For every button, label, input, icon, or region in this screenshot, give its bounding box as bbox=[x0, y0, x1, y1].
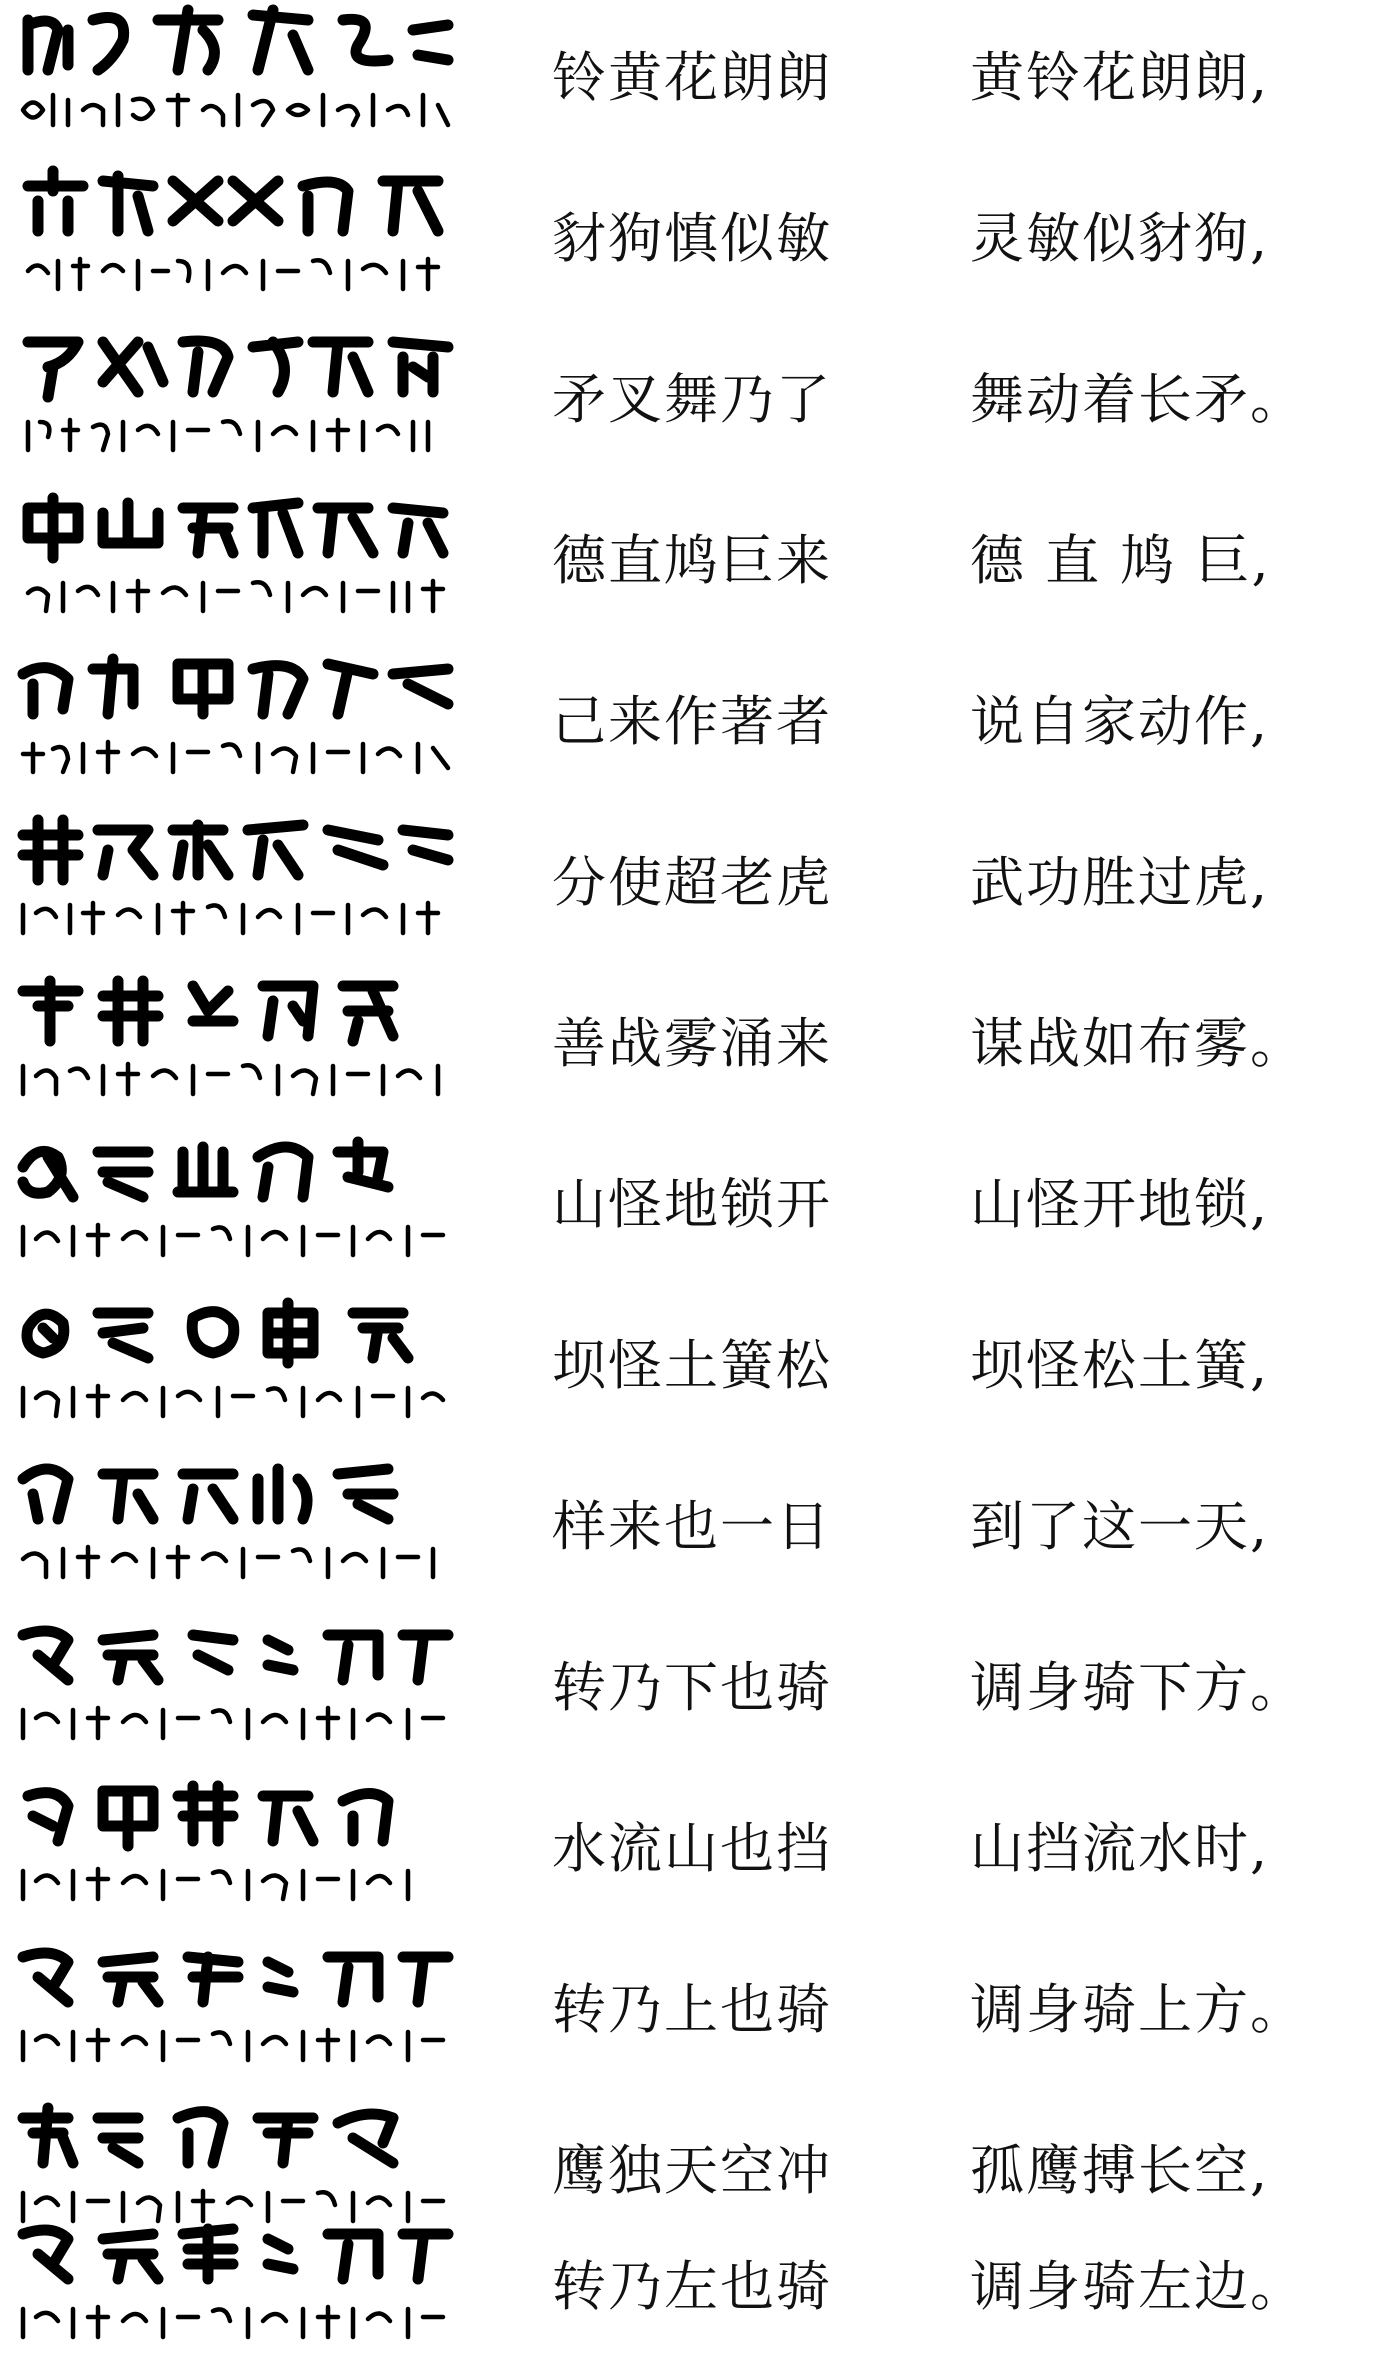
verse-row-7 bbox=[0, 966, 1392, 1126]
calligraphy-glyphs bbox=[8, 966, 458, 1122]
handwritten-script-image bbox=[8, 1288, 458, 1444]
verse-row-4 bbox=[0, 483, 1392, 643]
verse-original: 铃黄花朗朗 bbox=[552, 46, 832, 109]
calligraphy-glyphs bbox=[8, 1771, 458, 1927]
verse-row-6 bbox=[0, 805, 1392, 965]
handwritten-script-image bbox=[8, 644, 458, 800]
verse-translation: 到了这一天, bbox=[970, 1495, 1270, 1558]
verse-row-3 bbox=[0, 322, 1392, 482]
verse-original: 转乃左也骑 bbox=[552, 2255, 832, 2318]
calligraphy-glyphs bbox=[8, 1932, 458, 2088]
verse-row-12 bbox=[0, 1771, 1392, 1931]
verse-original: 善战雾涌来 bbox=[552, 1012, 832, 1075]
verse-translation: 德 直 鸠 巨, bbox=[970, 529, 1271, 592]
verse-translation: 坝怪松土簧, bbox=[970, 1334, 1270, 1397]
handwritten-script-image bbox=[8, 0, 458, 156]
handwritten-script-image bbox=[8, 161, 458, 317]
verse-row-11 bbox=[0, 1610, 1392, 1770]
verse-original: 水流山也挡 bbox=[552, 1817, 832, 1880]
handwritten-script-image bbox=[8, 805, 458, 961]
calligraphy-glyphs bbox=[8, 644, 458, 800]
handwritten-script-image bbox=[8, 966, 458, 1122]
verse-original: 山怪地锁开 bbox=[552, 1173, 832, 1236]
verse-original: 转乃上也骑 bbox=[552, 1978, 832, 2041]
calligraphy-glyphs bbox=[8, 2209, 458, 2365]
verse-row-9 bbox=[0, 1288, 1392, 1448]
verse-translation: 舞动着长矛。 bbox=[970, 368, 1306, 431]
handwritten-script-image bbox=[8, 1127, 458, 1283]
verse-row-5 bbox=[0, 644, 1392, 804]
calligraphy-glyphs bbox=[8, 1127, 458, 1283]
verse-translation: 黄铃花朗朗, bbox=[970, 46, 1270, 109]
verse-translation: 调身骑上方。 bbox=[970, 1978, 1306, 2041]
verse-original: 豺狗慎似敏 bbox=[552, 207, 832, 270]
verse-original: 矛叉舞乃了 bbox=[552, 368, 832, 431]
calligraphy-glyphs bbox=[8, 0, 458, 156]
verse-row-2 bbox=[0, 161, 1392, 321]
verse-row-10 bbox=[0, 1449, 1392, 1609]
calligraphy-glyphs bbox=[8, 483, 458, 639]
verse-original: 己来作著者 bbox=[552, 690, 832, 753]
verse-translation: 武功胜过虎, bbox=[970, 851, 1270, 914]
verse-translation: 调身骑下方。 bbox=[970, 1656, 1306, 1719]
verse-translation: 孤鹰搏长空, bbox=[970, 2139, 1270, 2202]
verse-translation: 谋战如布雾。 bbox=[970, 1012, 1306, 1075]
handwritten-script-image bbox=[8, 1449, 458, 1605]
verse-row-1 bbox=[0, 0, 1392, 160]
verse-original: 分使超老虎 bbox=[552, 851, 832, 914]
handwritten-script-image bbox=[8, 2209, 458, 2365]
calligraphy-glyphs bbox=[8, 1288, 458, 1444]
verse-translation: 调身骑左边。 bbox=[970, 2255, 1306, 2318]
calligraphy-glyphs bbox=[8, 1449, 458, 1605]
handwritten-script-image bbox=[8, 483, 458, 639]
verse-original: 鹰独天空冲 bbox=[552, 2139, 832, 2202]
handwritten-script-image bbox=[8, 1932, 458, 2088]
verse-translation: 说自家动作, bbox=[970, 690, 1270, 753]
handwritten-script-image bbox=[8, 322, 458, 478]
handwritten-script-image bbox=[8, 1771, 458, 1927]
verse-row-8 bbox=[0, 1127, 1392, 1287]
verse-row-13 bbox=[0, 1932, 1392, 2092]
verse-translation: 山怪开地锁, bbox=[970, 1173, 1270, 1236]
calligraphy-glyphs bbox=[8, 161, 458, 317]
verse-row-15 bbox=[0, 2209, 1392, 2369]
verse-translation: 灵敏似豺狗, bbox=[970, 207, 1270, 270]
calligraphy-glyphs bbox=[8, 322, 458, 478]
verse-original: 坝怪土簧松 bbox=[552, 1334, 832, 1397]
verse-translation: 山挡流水时, bbox=[970, 1817, 1270, 1880]
calligraphy-glyphs bbox=[8, 1610, 458, 1766]
verse-original: 转乃下也骑 bbox=[552, 1656, 832, 1719]
calligraphy-glyphs bbox=[8, 805, 458, 961]
verse-original: 样来也一日 bbox=[552, 1495, 832, 1558]
verse-original: 德直鸠巨来 bbox=[552, 529, 832, 592]
handwritten-script-image bbox=[8, 1610, 458, 1766]
